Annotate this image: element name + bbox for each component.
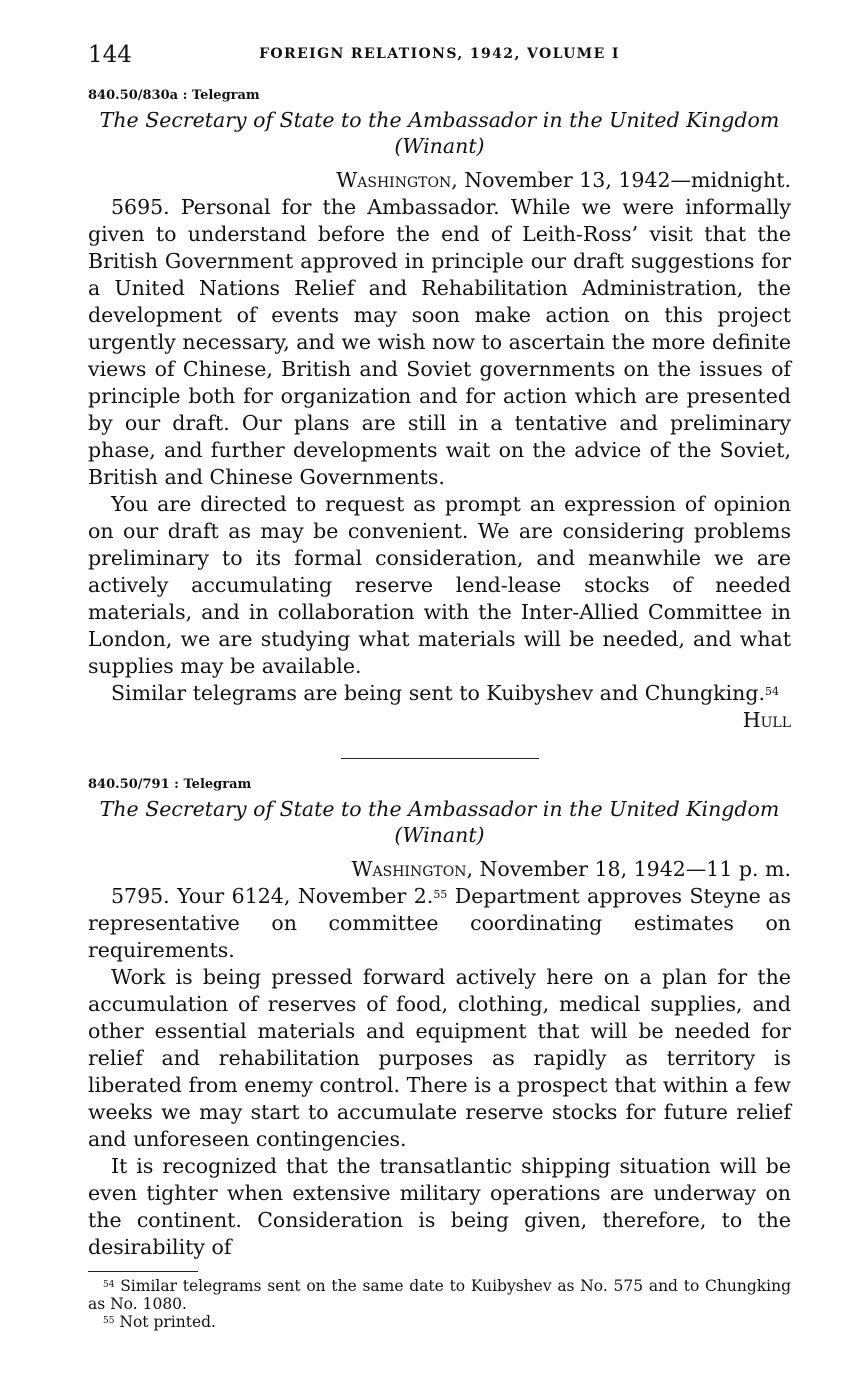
footnote-text: Not printed. (119, 1313, 216, 1331)
telegram-2 (88, 777, 791, 1261)
running-head: FOREIGN RELATIONS, 1942, VOLUME I (259, 46, 620, 62)
section-divider (341, 758, 539, 759)
title-line: (Winant) (394, 823, 485, 847)
dateline (88, 856, 791, 883)
footnote-reference: 54 (764, 685, 779, 698)
paragraph-text: 5795. Your 6124, November 2. (111, 884, 434, 908)
signature: Hull (742, 708, 791, 732)
footnote (88, 1277, 791, 1313)
paragraph-text: Department approves Steyne as representative on committee coordinating estimates on requirements. (88, 884, 791, 962)
body-paragraph (88, 680, 791, 707)
telegram-1 (88, 88, 791, 734)
footnote-mark: 54 (103, 1280, 115, 1290)
file-reference: 840.50/830a : Telegram (88, 88, 260, 103)
footnote-rule (88, 1271, 198, 1272)
body-paragraph: 5695. Personal for the Ambassador. While we were informally given to understand before the end of Leith-Ross’ visit that the British Government approved in principle our draft suggestions for a United Nations Relief and Rehabilitation Administration, the development of events may soon make action on this project urgently necessary, and we wish now to ascertain the more definite views of Chinese, British and Soviet governments on the issues of principle both for organization and for action which are presented by our draft. Our plans are still in a tentative and preliminary phase, and further developments wait on the advice of the Soviet, British and Chinese Governments. (88, 195, 791, 489)
dateline-date: , November 18, 1942—11 p. m. (466, 857, 791, 881)
page-header (88, 40, 791, 74)
page-number: 144 (88, 42, 132, 68)
body-paragraph: It is recognized that the transatlantic shipping situation will be even tighter when extensive military operations are underway on the continent. Consideration is being given, therefore, to the desirability of (88, 1154, 791, 1259)
footnote-reference: 55 (433, 888, 448, 901)
body-paragraph (88, 883, 791, 964)
document-title (88, 796, 791, 848)
dateline-city: Washington (351, 857, 467, 881)
footnote-text: Similar telegrams sent on the same date to Kuibyshev as No. 575 and to Chungking as No. 1080. (88, 1277, 791, 1313)
document-page (88, 40, 791, 1331)
footnote (88, 1313, 791, 1331)
dateline-city: Washington (336, 168, 452, 192)
title-line: (Winant) (394, 134, 485, 158)
file-reference: 840.50/791 : Telegram (88, 777, 252, 792)
footnotes (88, 1277, 791, 1331)
body-paragraph: You are directed to request as prompt an expression of opinion on our draft as may be convenient. We are considering problems preliminary to its formal consideration, and meanwhile we are actively accumulating reserve lend-lease stocks of needed materials, and in collaboration with the Inter-Allied Committee in London, we are studying what materials will be needed, and what supplies may be available. (88, 492, 791, 678)
dateline (88, 167, 791, 194)
title-line: The Secretary of State to the Ambassador in the United Kingdom (99, 797, 780, 821)
title-line: The Secretary of State to the Ambassador in the United Kingdom (99, 108, 780, 132)
document-title (88, 107, 791, 159)
paragraph-text: Similar telegrams are being sent to Kuibyshev and Chungking. (111, 681, 765, 705)
body-paragraph: Work is being pressed forward actively here on a plan for the accumulation of reserves of food, clothing, medical supplies, and other essential materials and equipment that will be needed for relief and rehabilitation purposes as rapidly as territory is liberated from enemy control. There is a prospect that within a few weeks we may start to accumulate reserve stocks for future relief and unforeseen contingencies. (88, 965, 791, 1151)
dateline-date: , November 13, 1942—midnight. (451, 168, 791, 192)
footnote-mark: 55 (103, 1316, 115, 1326)
